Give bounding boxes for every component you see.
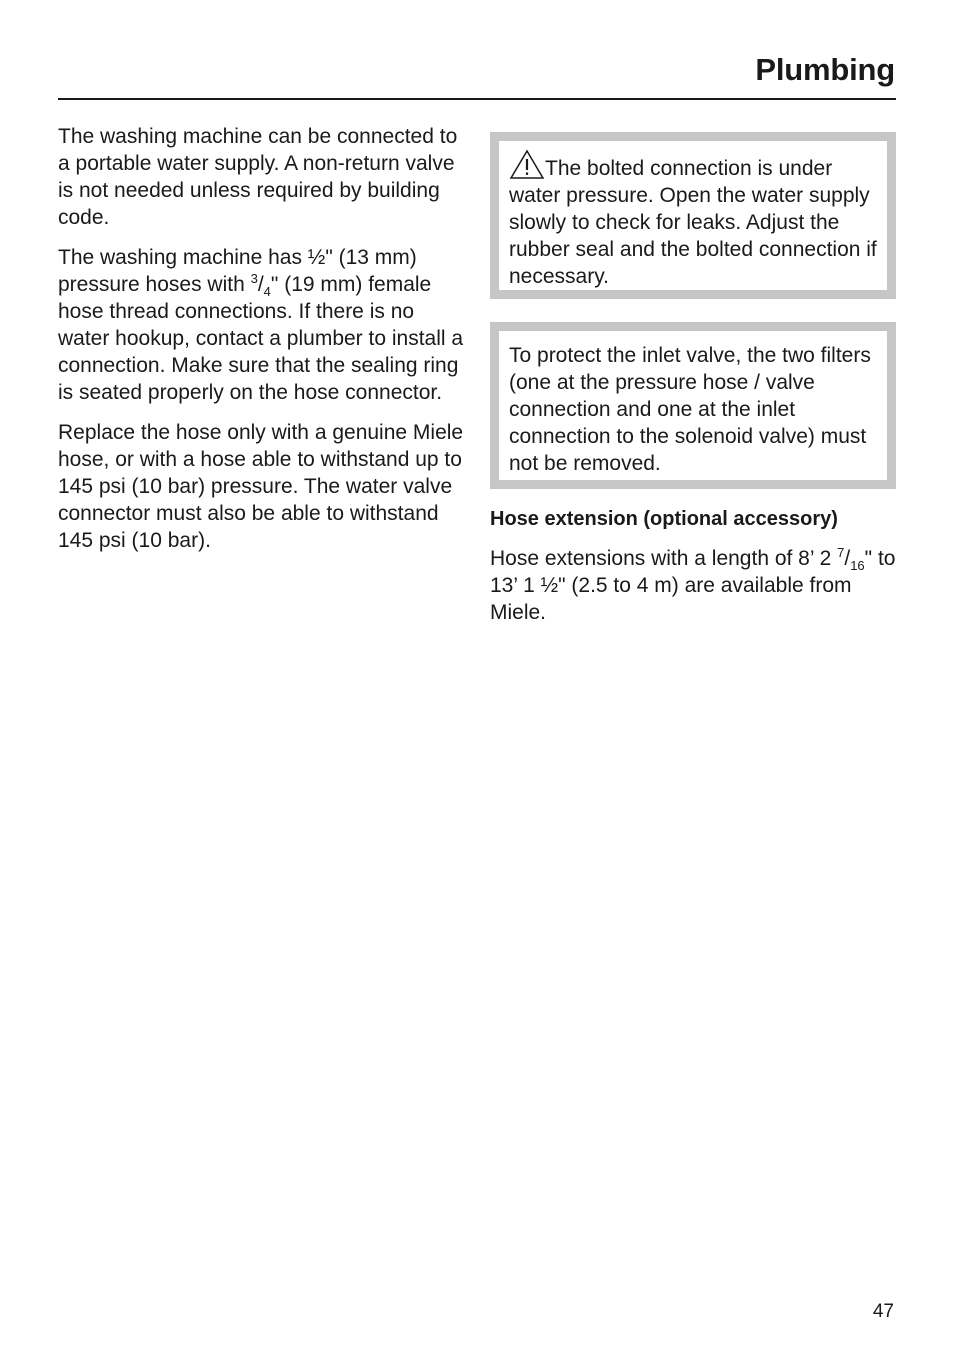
left-column (58, 123, 470, 567)
right-column (490, 132, 896, 626)
fraction-denominator: 4 (263, 284, 271, 300)
paragraph-hose-replacement: Replace the hose only with a genuine Miele hose, or with a hose able to withstand up to 145 psi (10 bar) pressure. The water valve connector must also be able to withstand 145 psi (10 bar). (58, 421, 464, 552)
warning-message: The bolted connection is under water pressure. Open the water supply slowly to check for leaks. Adjust the rubber seal and the bolted connection if necessary. (509, 157, 877, 288)
text-segment: The washing machine has ½" (13 mm) pressure hoses with (58, 246, 417, 296)
notice-text: To protect the inlet valve, the two filters (one at the pressure hose / valve connection and one at the inlet connection to the solenoid valve) must not be removed. (509, 344, 871, 475)
fraction-denominator: 16 (850, 558, 865, 574)
text-segment: " to 13’ 1 ½" (2.5 to 4 m) are available from Miele. (490, 547, 896, 624)
paragraph-portable-supply: The washing machine can be connected to a portable water supply. A non-return valve is not needed unless required by building code. (58, 125, 458, 229)
warning-box (490, 132, 896, 299)
page-number: 47 (872, 1301, 894, 1322)
fraction-slash: / (844, 547, 851, 570)
page-title: Plumbing (755, 52, 895, 87)
fraction-numerator: 7 (837, 545, 845, 560)
header-rule (58, 98, 896, 100)
text-segment: " (19 mm) female hose thread connections. If there is no water hookup, contact a plumber to install a connection. Make sure that the sealing ring is seated properly on the hose connector. (58, 273, 464, 404)
notice-box (490, 322, 896, 489)
fraction-numerator: 3 (250, 271, 258, 286)
warning-triangle-icon (509, 149, 545, 179)
text-segment: Hose extensions with a length of 8’ 2 (490, 547, 838, 570)
section-heading: Hose extension (optional accessory) (490, 508, 838, 530)
warning-text (509, 149, 877, 290)
paragraph-hose-extension (490, 545, 896, 626)
fraction-slash: / (257, 273, 264, 296)
paragraph-hose-connections (58, 244, 470, 406)
